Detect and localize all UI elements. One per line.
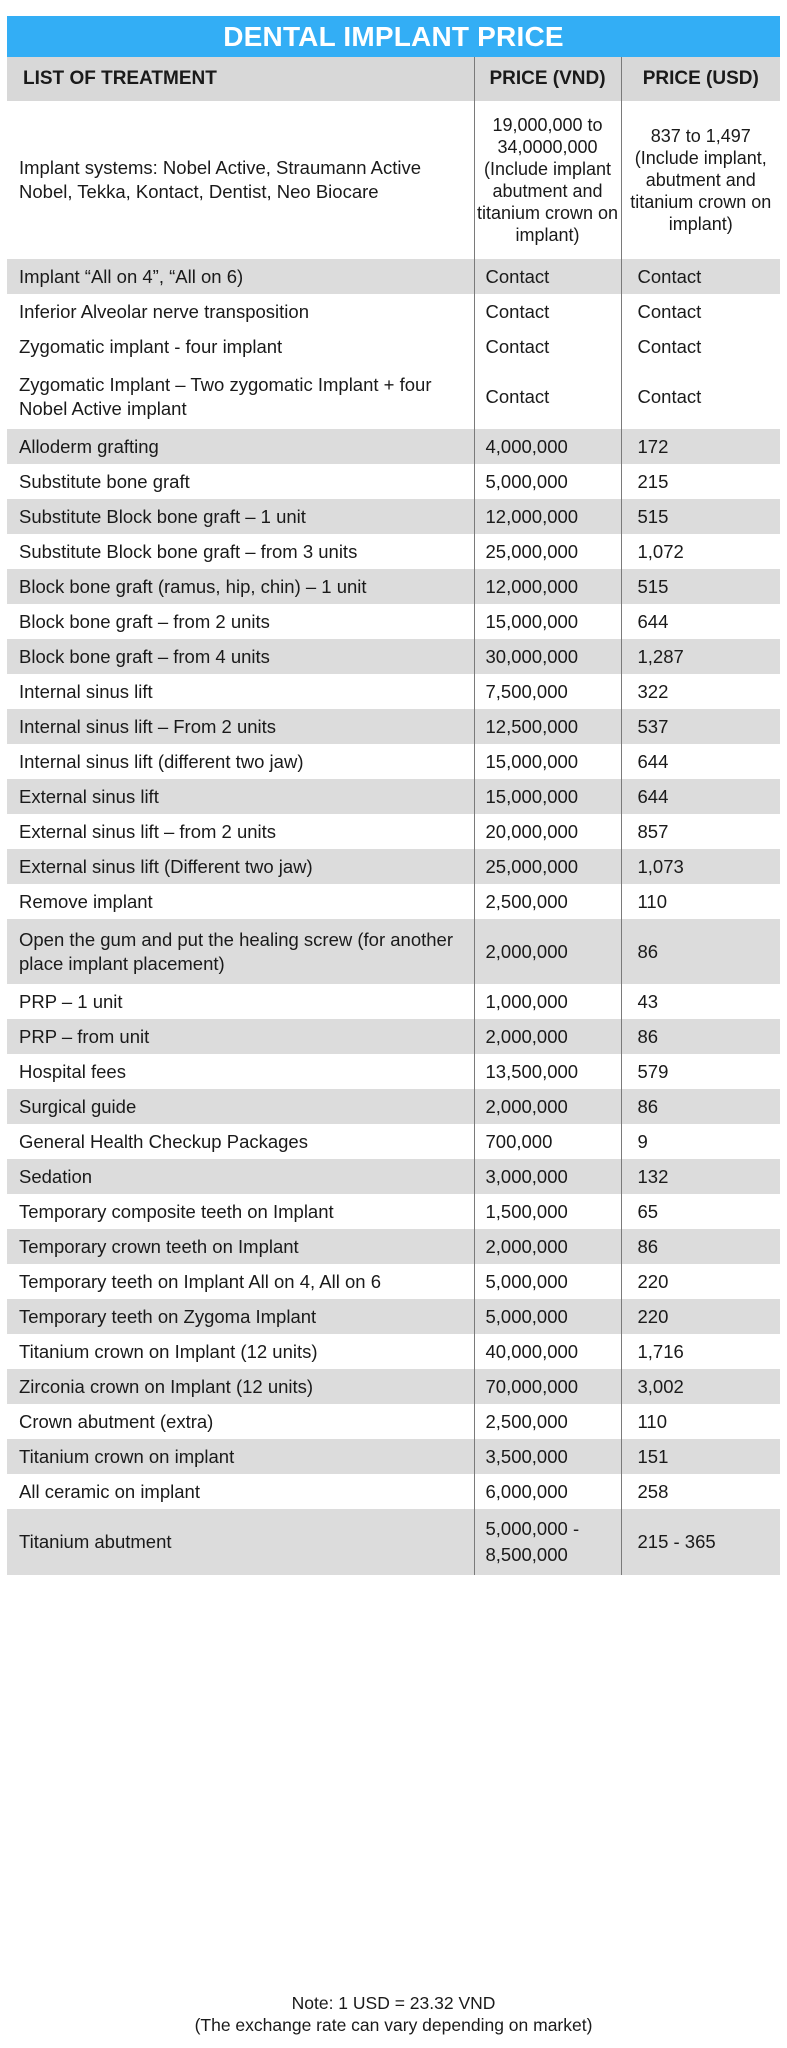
- price-vnd-cell: 2,000,000: [474, 1229, 621, 1264]
- treatment-cell: Remove implant: [7, 884, 474, 919]
- treatment-cell: Zygomatic Implant – Two zygomatic Implant + four Nobel Active implant: [7, 364, 474, 429]
- price-usd-cell: 1,072: [621, 534, 780, 569]
- price-vnd-cell: 19,000,000 to 34,0000,000 (Include implant abutment and titanium crown on implant): [474, 101, 621, 259]
- price-usd-cell: 515: [621, 569, 780, 604]
- price-usd-cell: Contact: [621, 329, 780, 364]
- treatment-cell: Substitute bone graft: [7, 464, 474, 499]
- treatment-cell: Internal sinus lift – From 2 units: [7, 709, 474, 744]
- treatment-cell: Surgical guide: [7, 1089, 474, 1124]
- price-vnd-cell: 5,000,000: [474, 464, 621, 499]
- price-usd-cell: 3,002: [621, 1369, 780, 1404]
- table-row: [7, 294, 780, 329]
- treatment-cell: Implant “All on 4”, “All on 6): [7, 259, 474, 294]
- price-usd-cell: 837 to 1,497 (Include implant, abutment and titanium crown on implant): [621, 101, 780, 259]
- price-vnd-cell: 1,000,000: [474, 984, 621, 1019]
- price-usd-cell: 86: [621, 1229, 780, 1264]
- price-vnd-cell: 4,000,000: [474, 429, 621, 464]
- price-usd-cell: Contact: [621, 259, 780, 294]
- price-vnd-cell: 2,500,000: [474, 884, 621, 919]
- price-usd-cell: 215 - 365: [621, 1509, 780, 1575]
- price-vnd-cell: 2,000,000: [474, 1019, 621, 1054]
- price-vnd-cell: 25,000,000: [474, 849, 621, 884]
- treatment-cell: Open the gum and put the healing screw (for another place implant placement): [7, 919, 474, 984]
- table-row: [7, 639, 780, 674]
- price-vnd-cell: 3,000,000: [474, 1159, 621, 1194]
- price-usd-cell: 644: [621, 604, 780, 639]
- price-usd-cell: 43: [621, 984, 780, 1019]
- table-row: [7, 1089, 780, 1124]
- table-row: [7, 814, 780, 849]
- price-usd-cell: 151: [621, 1439, 780, 1474]
- table-row: [7, 429, 780, 464]
- price-usd-cell: 65: [621, 1194, 780, 1229]
- price-usd-cell: 86: [621, 1089, 780, 1124]
- price-usd-cell: 644: [621, 779, 780, 814]
- price-usd-cell: 515: [621, 499, 780, 534]
- table-row: [7, 884, 780, 919]
- table-row: [7, 259, 780, 294]
- price-vnd-cell: Contact: [474, 329, 621, 364]
- table-row: [7, 1439, 780, 1474]
- table-row: [7, 569, 780, 604]
- table-row: [7, 1019, 780, 1054]
- page-title: DENTAL IMPLANT PRICE: [7, 16, 780, 57]
- price-vnd-cell: 2,500,000: [474, 1404, 621, 1439]
- treatment-cell: External sinus lift (Different two jaw): [7, 849, 474, 884]
- price-vnd-cell: 5,000,000: [474, 1264, 621, 1299]
- price-vnd-cell: 12,000,000: [474, 569, 621, 604]
- price-vnd-cell: 700,000: [474, 1124, 621, 1159]
- table-row: [7, 744, 780, 779]
- price-vnd-cell: 13,500,000: [474, 1054, 621, 1089]
- table-row: [7, 1194, 780, 1229]
- treatment-cell: Block bone graft – from 4 units: [7, 639, 474, 674]
- treatment-cell: Zygomatic implant - four implant: [7, 329, 474, 364]
- price-usd-cell: 220: [621, 1264, 780, 1299]
- price-usd-cell: 86: [621, 1019, 780, 1054]
- table-row: [7, 1054, 780, 1089]
- price-usd-cell: 579: [621, 1054, 780, 1089]
- note-line-disclaimer: (The exchange rate can vary depending on market): [194, 2015, 593, 2035]
- treatment-cell: Block bone graft – from 2 units: [7, 604, 474, 639]
- treatment-cell: PRP – 1 unit: [7, 984, 474, 1019]
- table-row: [7, 1159, 780, 1194]
- price-usd-cell: 172: [621, 429, 780, 464]
- treatment-cell: Sedation: [7, 1159, 474, 1194]
- treatment-cell: Titanium abutment: [7, 1509, 474, 1575]
- table-row: [7, 1334, 780, 1369]
- price-usd-cell: 857: [621, 814, 780, 849]
- treatment-cell: Hospital fees: [7, 1054, 474, 1089]
- table-row: [7, 1369, 780, 1404]
- table-row: [7, 779, 780, 814]
- table-body: [7, 101, 780, 1575]
- price-vnd-cell: 7,500,000: [474, 674, 621, 709]
- treatment-cell: General Health Checkup Packages: [7, 1124, 474, 1159]
- table-row: [7, 709, 780, 744]
- table-row: [7, 464, 780, 499]
- treatment-cell: Inferior Alveolar nerve transposition: [7, 294, 474, 329]
- treatment-cell: Zirconia crown on Implant (12 units): [7, 1369, 474, 1404]
- table-row: [7, 1509, 780, 1575]
- price-vnd-cell: 70,000,000: [474, 1369, 621, 1404]
- treatment-cell: Temporary composite teeth on Implant: [7, 1194, 474, 1229]
- price-usd-cell: 1,287: [621, 639, 780, 674]
- note-line-rate: Note: 1 USD = 23.32 VND: [291, 1993, 496, 2013]
- table-row: [7, 849, 780, 884]
- price-usd-cell: 258: [621, 1474, 780, 1509]
- price-vnd-cell: 15,000,000: [474, 744, 621, 779]
- treatment-cell: Substitute Block bone graft – from 3 units: [7, 534, 474, 569]
- price-usd-cell: 86: [621, 919, 780, 984]
- treatment-cell: Substitute Block bone graft – 1 unit: [7, 499, 474, 534]
- table-row: [7, 604, 780, 639]
- treatment-cell: Block bone graft (ramus, hip, chin) – 1 unit: [7, 569, 474, 604]
- price-vnd-cell: Contact: [474, 364, 621, 429]
- column-header-price-vnd: PRICE (VND): [474, 57, 621, 101]
- price-usd-cell: 110: [621, 884, 780, 919]
- price-vnd-cell: 3,500,000: [474, 1439, 621, 1474]
- price-vnd-cell: 12,000,000: [474, 499, 621, 534]
- table-row: [7, 984, 780, 1019]
- treatment-cell: External sinus lift: [7, 779, 474, 814]
- table-row: [7, 674, 780, 709]
- price-usd-cell: 110: [621, 1404, 780, 1439]
- table-row: [7, 499, 780, 534]
- price-usd-cell: 1,073: [621, 849, 780, 884]
- exchange-rate-note: [0, 1992, 787, 2036]
- column-header-price-usd: PRICE (USD): [621, 57, 780, 101]
- price-vnd-cell: 40,000,000: [474, 1334, 621, 1369]
- treatment-cell: Internal sinus lift: [7, 674, 474, 709]
- price-vnd-cell: 15,000,000: [474, 604, 621, 639]
- price-usd-cell: 537: [621, 709, 780, 744]
- treatment-cell: Internal sinus lift (different two jaw): [7, 744, 474, 779]
- price-vnd-cell: 5,000,000 - 8,500,000: [474, 1509, 621, 1575]
- table-row: [7, 1229, 780, 1264]
- table-row: [7, 1404, 780, 1439]
- price-usd-cell: 220: [621, 1299, 780, 1334]
- price-usd-cell: 215: [621, 464, 780, 499]
- treatment-cell: Crown abutment (extra): [7, 1404, 474, 1439]
- price-vnd-cell: 30,000,000: [474, 639, 621, 674]
- price-vnd-cell: 1,500,000: [474, 1194, 621, 1229]
- column-header-treatment: LIST OF TREATMENT: [7, 57, 474, 101]
- price-usd-cell: Contact: [621, 294, 780, 329]
- treatment-cell: Titanium crown on implant: [7, 1439, 474, 1474]
- table-header-row: [7, 57, 780, 101]
- price-usd-cell: 1,716: [621, 1334, 780, 1369]
- treatment-cell: Implant systems: Nobel Active, Straumann Active Nobel, Tekka, Kontact, Dentist, Neo Biocare: [7, 101, 474, 259]
- table-row: [7, 1474, 780, 1509]
- table-row: [7, 1124, 780, 1159]
- table-row: [7, 1264, 780, 1299]
- table-row: [7, 364, 780, 429]
- treatment-cell: External sinus lift – from 2 units: [7, 814, 474, 849]
- price-vnd-cell: 2,000,000: [474, 919, 621, 984]
- treatment-cell: All ceramic on implant: [7, 1474, 474, 1509]
- price-table: [7, 57, 780, 1575]
- price-vnd-cell: 6,000,000: [474, 1474, 621, 1509]
- table-row: [7, 534, 780, 569]
- price-vnd-cell: 20,000,000: [474, 814, 621, 849]
- price-vnd-cell: 15,000,000: [474, 779, 621, 814]
- price-usd-cell: 9: [621, 1124, 780, 1159]
- price-vnd-cell: Contact: [474, 259, 621, 294]
- price-vnd-cell: Contact: [474, 294, 621, 329]
- price-usd-cell: Contact: [621, 364, 780, 429]
- price-usd-cell: 322: [621, 674, 780, 709]
- treatment-cell: Titanium crown on Implant (12 units): [7, 1334, 474, 1369]
- treatment-cell: Alloderm grafting: [7, 429, 474, 464]
- table-row: [7, 1299, 780, 1334]
- treatment-cell: Temporary teeth on Zygoma Implant: [7, 1299, 474, 1334]
- treatment-cell: PRP – from unit: [7, 1019, 474, 1054]
- table-row: [7, 329, 780, 364]
- table-row: [7, 919, 780, 984]
- treatment-cell: Temporary crown teeth on Implant: [7, 1229, 474, 1264]
- price-vnd-cell: 12,500,000: [474, 709, 621, 744]
- price-usd-cell: 132: [621, 1159, 780, 1194]
- price-vnd-cell: 25,000,000: [474, 534, 621, 569]
- price-usd-cell: 644: [621, 744, 780, 779]
- price-vnd-cell: 5,000,000: [474, 1299, 621, 1334]
- price-vnd-cell: 2,000,000: [474, 1089, 621, 1124]
- treatment-cell: Temporary teeth on Implant All on 4, All on 6: [7, 1264, 474, 1299]
- table-row: [7, 101, 780, 259]
